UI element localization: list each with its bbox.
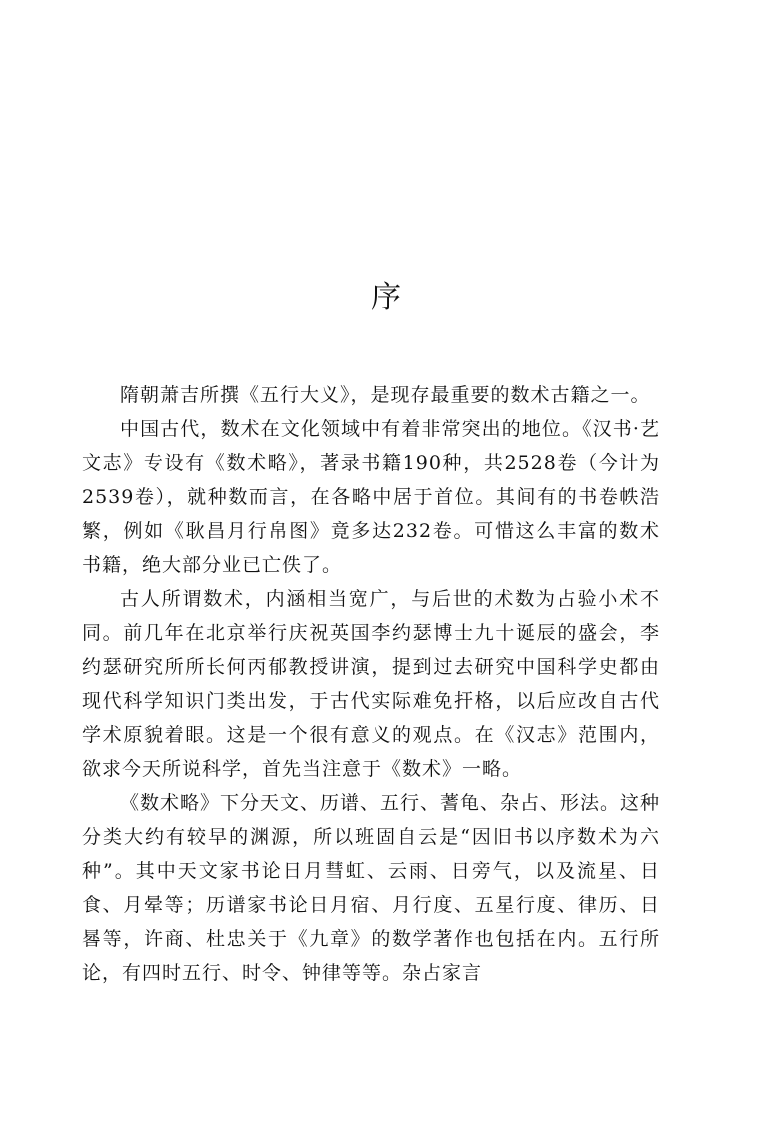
paragraph-3: 古人所谓数术，内涵相当宽广，与后世的术数为占验小术不同。前几年在北京举行庆祝英国李约瑟博士九十诞辰的盛会，李约瑟研究所所长何丙郁教授讲演，提到过去研究中国科学史都由现代科学知识门类出发，于古代实际难免扞格，以后应改自古代学术原貌着眼。这是一个很有意义的观点。在《汉志》范围内，欲求今天所说科学，首先当注意于《数术》一略。 <box>82 588 660 780</box>
body-text <box>82 378 660 990</box>
paragraph-4: 《数术略》下分天文、历谱、五行、蓍龟、杂占、形法。这种分类大约有较早的渊源，所以班固自云是“因旧书以序数术为六种”。其中天文家书论日月彗虹、云雨、日旁气，以及流星、日食、月晕等；历谱家书论日月宿、月行度、五星行度、律历、日晷等，许商、杜忠关于《九章》的数学著作也包括在内。五行所论，有四时五行、时令、钟律等等。杂占家言 <box>82 792 661 984</box>
paragraph-2: 中国古代，数术在文化领域中有着非常突出的地位。《汉书·艺文志》专设有《数术略》，著录书籍190种，共2528卷（今计为2539卷），就种数而言，在各略中居于首位。其间有的书卷帙浩繁，例如《耿昌月行帛图》竟多达232卷。可惜这么丰富的数术书籍，绝大部分业已亡佚了。 <box>82 418 660 576</box>
paragraph-1: 隋朝萧吉所撰《五行大义》，是现存最重要的数术古籍之一。 <box>120 384 651 406</box>
page-title: 序 <box>371 280 401 315</box>
